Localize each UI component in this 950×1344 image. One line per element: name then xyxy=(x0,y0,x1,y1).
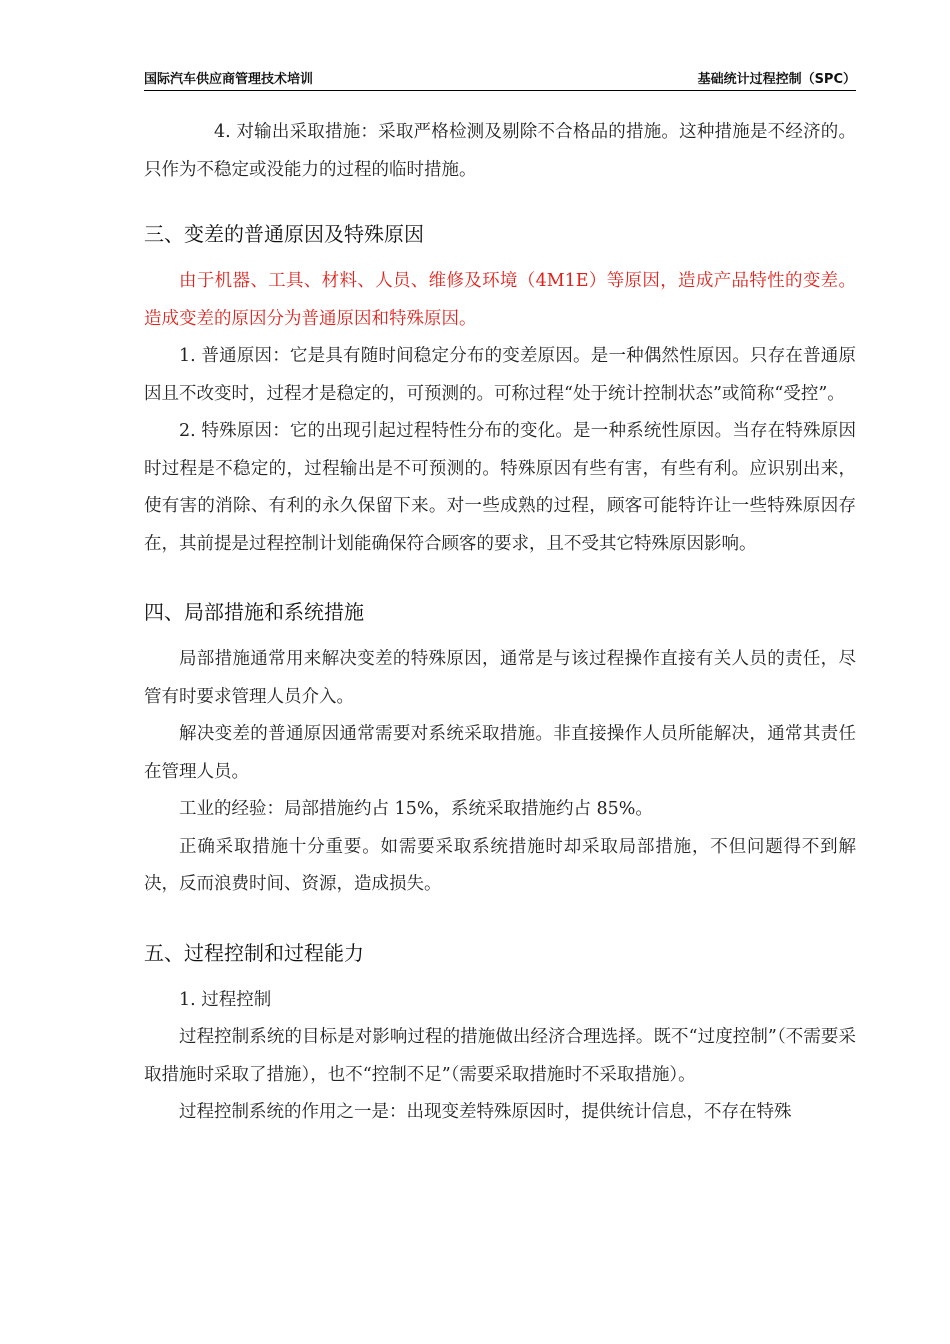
document-body xyxy=(144,114,856,1132)
section-4-system-action: 解决变差的普通原因通常需要对系统采取措施。非直接操作人员所能解决，通常其责任在管理人员。 xyxy=(144,724,856,782)
section-3-heading: 三、变差的普通原因及特殊原因 xyxy=(144,222,424,246)
section-4-local-action: 局部措施通常用来解决变差的特殊原因，通常是与该过程操作直接有关人员的责任，尽管有时要求管理人员介入。 xyxy=(144,649,856,707)
section-5-heading: 五、过程控制和过程能力 xyxy=(144,940,364,965)
header-chapter-title: 基础统计过程控制（SPC） xyxy=(697,72,856,87)
page-header xyxy=(144,64,856,91)
section-5-goal: 过程控制系统的目标是对影响过程的措施做出经济合理选择。既不“过度控制”（不需要采取措施时采取了措施），也不“控制不足”（需要采取措施时不采取措施）。 xyxy=(144,1027,856,1085)
section-3-intro: 由于机器、工具、材料、人员、维修及环境（4M1E）等原因，造成产品特性的变差。造成变差的原因分为普通原因和特殊原因。 xyxy=(144,271,856,329)
paragraph-output-action: 4. 对输出采取措施：采取严格检测及剔除不合格品的措施。这种措施是不经济的。只作为不稳定或没能力的过程的临时措施。 xyxy=(144,122,856,180)
section-5-subheading: 1. 过程控制 xyxy=(179,989,272,1010)
section-5-role: 过程控制系统的作用之一是：出现变差特殊原因时，提供统计信息，不存在特殊 xyxy=(179,1102,792,1122)
section-3-special-cause: 2. 特殊原因：它的出现引起过程特性分布的变化。是一种系统性原因。当存在特殊原因时过程是不稳定的，过程输出是不可预测的。特殊原因有些有害，有些有利。应识别出来，使有害的消除、有利的永久保留下来。对一些成熟的过程，顾客可能特许让一些特殊原因存在，其前提是过程控制计划能确保符合顾客的要求，且不受其它特殊原因影响。 xyxy=(144,421,856,554)
section-4-experience: 工业的经验：局部措施约占 15%，系统采取措施约占 85%。 xyxy=(179,799,653,819)
section-4-heading: 四、局部措施和系统措施 xyxy=(144,600,364,624)
section-3-common-cause: 1. 普通原因：它是具有随时间稳定分布的变差原因。是一种偶然性原因。只存在普通原因且不改变时，过程才是稳定的，可预测的。可称过程“处于统计控制状态”或简称“受控”。 xyxy=(144,346,856,404)
header-course-title: 国际汽车供应商管理技术培训 xyxy=(144,72,314,87)
section-4-importance: 正确采取措施十分重要。如需要采取系统措施时却采取局部措施，不但问题得不到解决，反而浪费时间、资源，造成损失。 xyxy=(144,836,856,894)
